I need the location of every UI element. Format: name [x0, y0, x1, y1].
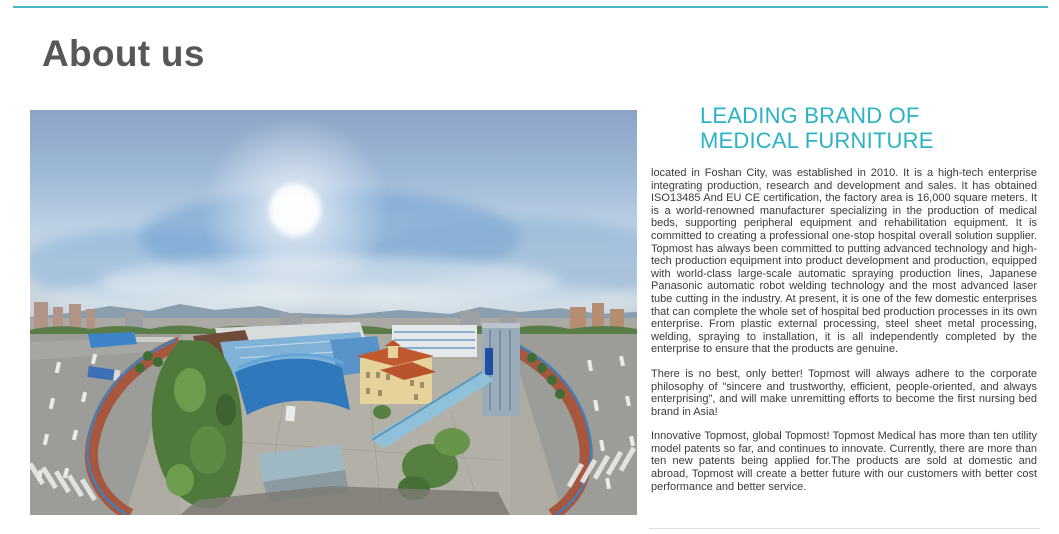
- about-paragraph-1: located in Foshan City, was established in 2010. It is a high-tech enterprise integrating production, research and development and sales. It has obtained ISO13485 And EU CE certification, the factory area is 16,000 square meters. It is a world-renowned manufacturer specializing in the production of medical beds, supporting peripheral equipment and rehabilitation equipment. It is committed to creating a professional one-stop hospital overall solution supplier. Topmost has always been committed to putting advanced technology and high-tech production equipment into product development and production, equipped with world-class large-scale automatic spraying production lines, Japanese Panasonic automatic robot welding technology and the most advanced laser tube cutting in the industry. At present, it is one of the few domestic enterprises that can complete the whole set of hospital bed production processes in its own enterprise. From plastic external processing, steel sheet metal processing, welding, spraying to installation, it is all independently completed by the enterprise to ensure that the products are genuine.: [651, 167, 1037, 356]
- section-heading-line1: LEADING BRAND OF: [700, 103, 920, 128]
- about-paragraph-3: Innovative Topmost, global Topmost! Topmost Medical has more than ten utility model patents so far, and continues to innovate. Currently, there are more than ten new patents being applied for.The products are sold at domestic and abroad, Topmost will create a better future with our customers with better cost performance and better service.: [651, 430, 1037, 493]
- section-heading-line2: MEDICAL FURNITURE: [700, 128, 934, 153]
- bottom-divider: [649, 528, 1040, 529]
- factory-panorama-illustration: [30, 110, 637, 515]
- section-heading: [700, 103, 1037, 153]
- top-divider: [13, 6, 1048, 8]
- about-text-column: [651, 103, 1037, 505]
- factory-panorama-photo: [30, 110, 637, 515]
- page-title: About us: [42, 33, 205, 74]
- about-paragraph-2: There is no best, only better! Topmost will always adhere to the corporate philosophy of "sincere and trustworthy, efficient, people-oriented, and always enterprising", and will make unremitting efforts to become the first nursing bed brand in Asia!: [651, 367, 1037, 418]
